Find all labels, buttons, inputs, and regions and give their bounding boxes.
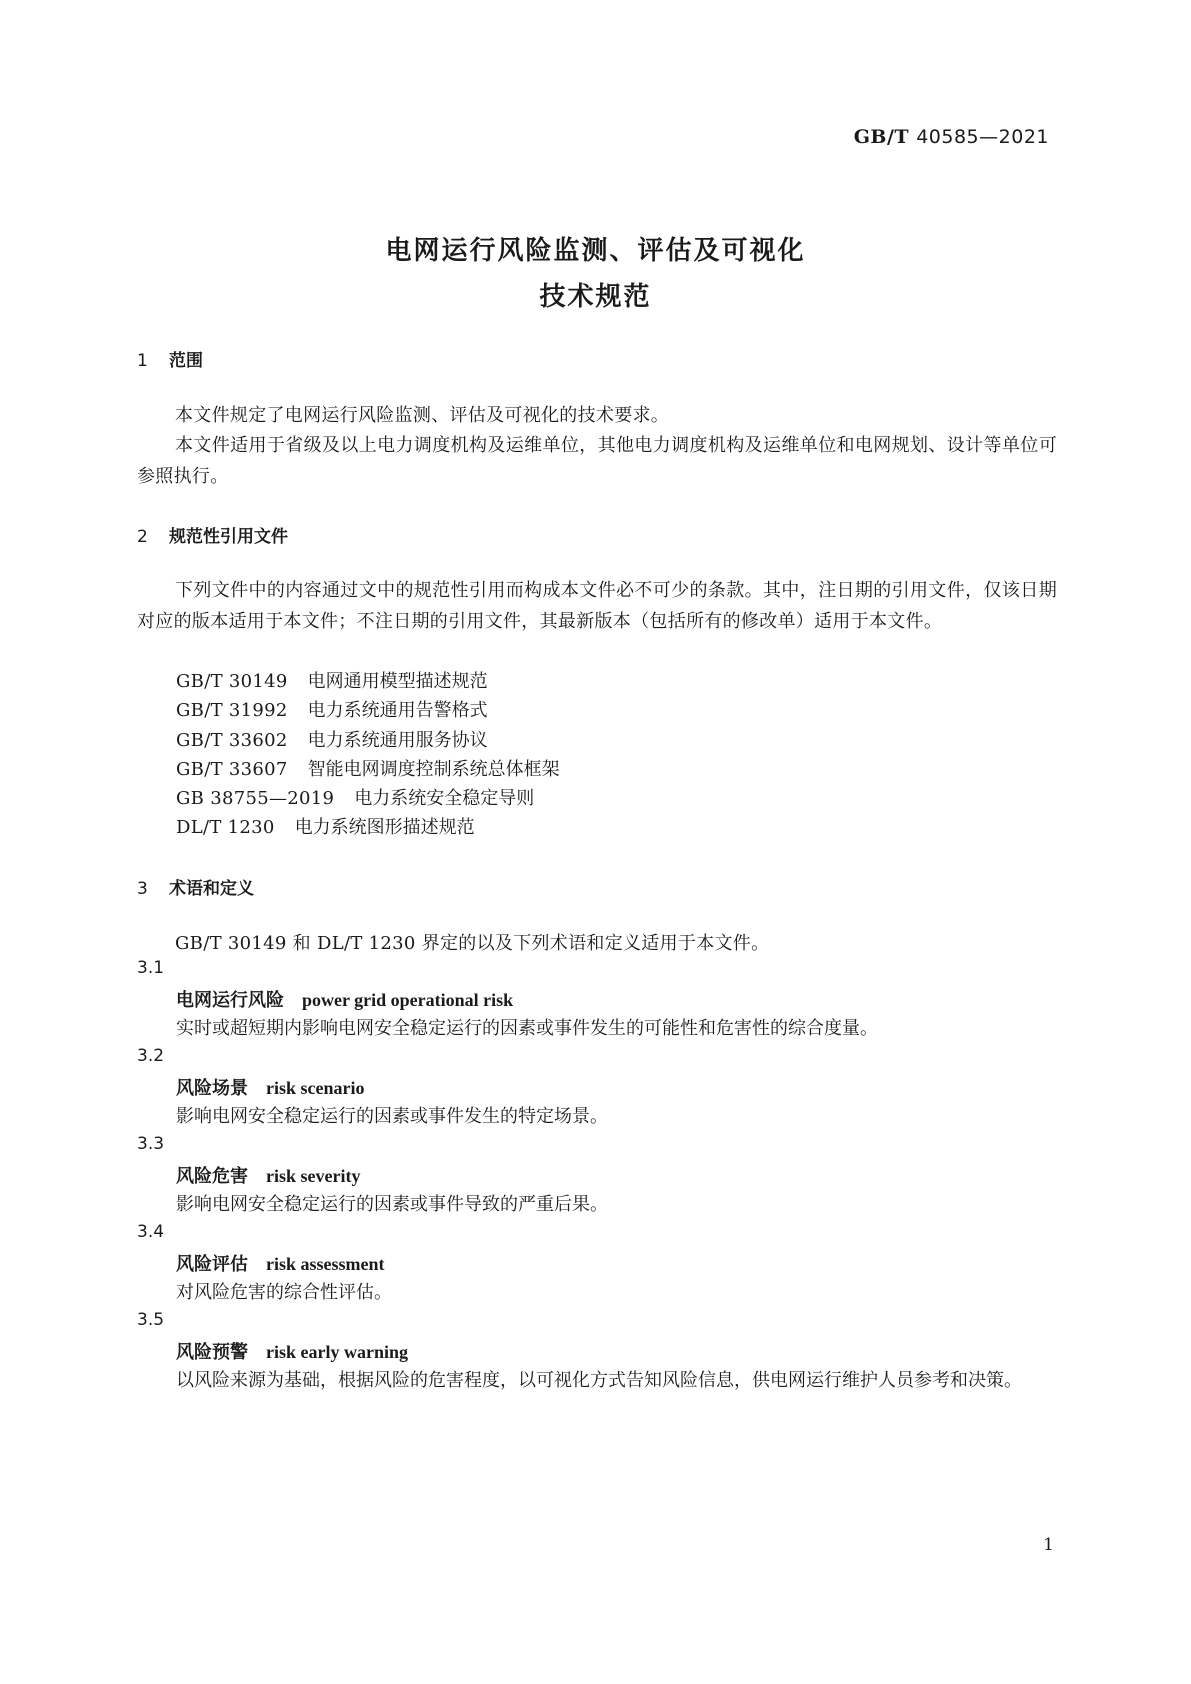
section-1-heading — [137, 346, 203, 371]
term-number: 3.3 — [137, 1134, 165, 1154]
term-name-zh: 风险评估 — [176, 1254, 248, 1275]
section-1-paragraph-1: 本文件规定了电网运行风险监测、评估及可视化的技术要求。 — [175, 405, 670, 426]
term-number: 3.5 — [137, 1310, 165, 1330]
term-name-zh: 风险场景 — [176, 1078, 248, 1099]
reference-item — [176, 813, 475, 839]
term-number: 3.4 — [137, 1222, 165, 1242]
term-definition: 以风险来源为基础，根据风险的危害程度，以可视化方式告知风险信息，供电网运行维护人员参考和决策。 — [176, 1370, 1022, 1391]
reference-item — [176, 755, 560, 781]
section-title: 术语和定义 — [169, 879, 254, 899]
reference-title: 智能电网调度控制系统总体框架 — [307, 759, 560, 780]
term-definition: 对风险危害的综合性评估。 — [176, 1282, 392, 1303]
reference-title: 电力系统图形描述规范 — [294, 817, 475, 838]
term-name-zh: 风险预警 — [176, 1342, 248, 1363]
standard-prefix: GB/T — [853, 126, 910, 148]
reference-code: GB/T 30149 — [176, 671, 288, 692]
term-number: 3.2 — [137, 1046, 165, 1066]
standard-code: 40585—2021 — [916, 126, 1049, 148]
term-name-en: risk severity — [266, 1166, 361, 1186]
section-number: 1 — [137, 351, 148, 371]
reference-item — [176, 667, 488, 693]
term-name-en: risk assessment — [266, 1254, 385, 1274]
term-definition: 实时或超短期内影响电网安全稳定运行的因素或事件发生的可能性和危害性的综合度量。 — [176, 1018, 878, 1039]
term-name-zh: 电网运行风险 — [176, 990, 284, 1011]
term-name — [176, 986, 513, 1012]
section-1-paragraph-2: 本文件适用于省级及以上电力调度机构及运维单位，其他电力调度机构及运维单位和电网规划、设计等单位可参照执行。 — [137, 435, 1057, 487]
reference-code: DL/T 1230 — [176, 817, 275, 838]
reference-title: 电网通用模型描述规范 — [307, 671, 488, 692]
term-name-en: risk scenario — [266, 1078, 365, 1098]
document-title-line2: 技术规范 — [539, 282, 652, 312]
term-number: 3.1 — [137, 958, 165, 978]
reference-code: GB/T 31992 — [176, 700, 288, 721]
term-name-zh: 风险危害 — [176, 1166, 248, 1187]
reference-item — [176, 784, 534, 810]
section-3-intro: GB/T 30149 和 DL/T 1230 界定的以及下列术语和定义适用于本文件。 — [175, 933, 770, 954]
section-2-heading — [137, 522, 288, 547]
term-name — [176, 1338, 408, 1364]
section-title: 范围 — [169, 351, 203, 371]
term-name-en: risk early warning — [266, 1342, 408, 1362]
term-name — [176, 1250, 385, 1276]
term-name — [176, 1074, 365, 1100]
term-definition: 影响电网安全稳定运行的因素或事件发生的特定场景。 — [176, 1106, 608, 1127]
term-name — [176, 1162, 360, 1188]
reference-item — [176, 696, 488, 722]
standard-number — [854, 126, 1049, 148]
reference-title: 电力系统安全稳定导则 — [354, 788, 535, 809]
reference-code: GB 38755—2019 — [176, 788, 335, 809]
section-number: 3 — [137, 879, 148, 899]
section-title: 规范性引用文件 — [169, 527, 288, 547]
document-title-line1: 电网运行风险监测、评估及可视化 — [385, 236, 806, 266]
reference-item — [176, 726, 488, 752]
reference-code: GB/T 33602 — [176, 730, 288, 751]
term-name-en: power grid operational risk — [302, 990, 514, 1010]
reference-code: GB/T 33607 — [176, 759, 288, 780]
section-3-heading — [137, 874, 254, 899]
reference-title: 电力系统通用告警格式 — [307, 700, 488, 721]
term-definition: 影响电网安全稳定运行的因素或事件导致的严重后果。 — [176, 1194, 608, 1215]
section-2-intro: 下列文件中的内容通过文中的规范性引用而构成本文件必不可少的条款。其中，注日期的引用文件，仅该日期对应的版本适用于本文件；不注日期的引用文件，其最新版本（包括所有的修改单）适用于本文件。 — [137, 580, 1057, 632]
page-number: 1 — [1043, 1535, 1054, 1555]
reference-title: 电力系统通用服务协议 — [307, 730, 488, 751]
section-number: 2 — [137, 527, 148, 547]
